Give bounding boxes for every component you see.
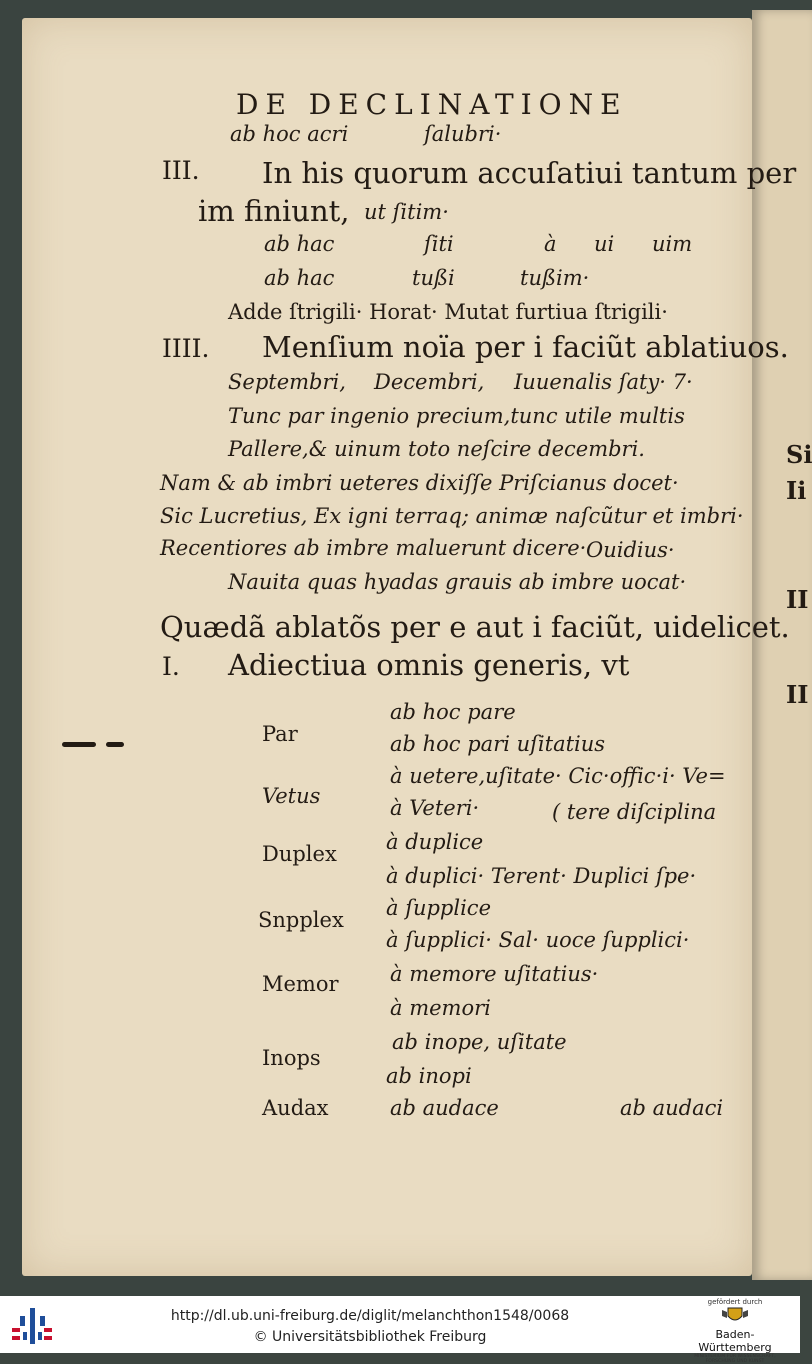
table-form: ab inope, uſitate [392,1030,567,1054]
table-form: ab hoc pare [390,700,516,724]
table-form: à memori [390,996,491,1020]
text-line: Septembri, [228,370,346,394]
handwritten-mark [62,742,124,748]
table-form: à ſupplici· Sal· uoce ſupplici· [386,928,690,952]
sponsor-name: Baden-Württemberg [698,1328,772,1354]
table-word: Snpplex [258,908,344,932]
text-line: à [544,232,557,256]
sponsor-logo [680,1298,790,1364]
text-line: Recentiores ab imbre maluerunt dicere· [160,536,587,560]
table-form: à Veteri· [390,796,480,820]
text-line: ut ſitim· [364,200,449,224]
table-form: à duplice [386,830,484,854]
text-line: Pallere,& uinum toto neſcire decembri. [228,437,645,461]
text-line: Nauita quas hyadas grauis ab imbre uocat· [228,570,687,594]
facing-page-text: II [786,680,809,709]
text-line: tußim· [520,266,590,290]
text-line: ui [594,232,615,256]
text-line: In his quorum accuſatiui tantum per [262,156,797,190]
text-line: tußi [412,266,455,290]
table-form: ab inopi [386,1064,472,1088]
table-form: à ſupplice [386,896,491,920]
copyright-text: © Universitätsbibliothek Freiburg [253,1329,487,1345]
table-word: Audax [262,1096,329,1120]
section-number: I. [162,652,180,681]
table-form: à duplici· Terent· Duplici ſpe· [386,864,697,888]
text-line: Quædã ablatõs per e aut i faciũt, uidelicet. [160,610,790,644]
text-line: Adde ſtrigili· Horat· Mutat furtiua ſtrigili· [228,300,668,324]
table-form: ( tere diſciplina [552,800,717,824]
text-line: ſiti [424,232,454,256]
text-line: Iuuenalis ſaty· 7· [514,370,693,394]
table-form: ab audaci [620,1096,724,1120]
table-word: Memor [262,972,339,996]
table-form: ab hoc pari uſitatius [390,732,606,756]
text-line: ab hac [264,266,335,290]
table-word: Par [262,722,298,746]
facing-page-text: Ii [786,476,807,505]
facing-page-text: II [786,585,809,614]
text-line: uim [652,232,693,256]
facing-page-edge [752,10,812,1280]
sponsor-subtitle: MINISTERIUM FÜR WISSENSCHAFT, FORSCHUNG UND KUNST [694,1354,776,1364]
text-line: ſalubri· [424,122,502,146]
section-number: IIII. [162,334,210,363]
text-line: Adiectiua omnis generis, vt [228,648,630,682]
table-form: ab audace [390,1096,499,1120]
table-form: à memore uſitatius· [390,962,599,986]
text-line: ab hoc acri [230,122,349,146]
coat-of-arms-icon [680,1306,790,1328]
text-line: Sic Lucretius, Ex igni terraq; animæ naſcũtur et imbri· [160,504,744,528]
text-line: Decembri, [374,370,485,394]
document-url-link[interactable]: http://dl.ub.uni-freiburg.de/diglit/melanchthon1548/0068 [170,1308,570,1324]
page-heading: DE DECLINATIONE [236,88,628,121]
text-line: Menſium noïa per i faciũt ablatiuos. [262,330,789,364]
text-line: Tunc par ingenio precium,tunc utile multis [228,404,685,428]
text-line: im finiunt, [198,194,350,228]
sponsor-small-text: gefördert durch [707,1298,763,1306]
ub-freiburg-logo-icon [12,1306,52,1346]
table-word: Inops [262,1046,321,1070]
text-line: Ouidius· [586,538,675,562]
table-word: Duplex [262,842,337,866]
text-line: ab hac [264,232,335,256]
text-line: Nam & ab imbri ueteres dixiſſe Priſcianus docet· [160,471,679,495]
table-form: à uetere,uſitate· Cic·offic·i· Ve= [390,764,726,788]
facing-page-text: Si [786,440,812,469]
viewer-footer [0,1296,800,1364]
section-number: III. [162,156,200,185]
table-word: Vetus [262,784,321,808]
